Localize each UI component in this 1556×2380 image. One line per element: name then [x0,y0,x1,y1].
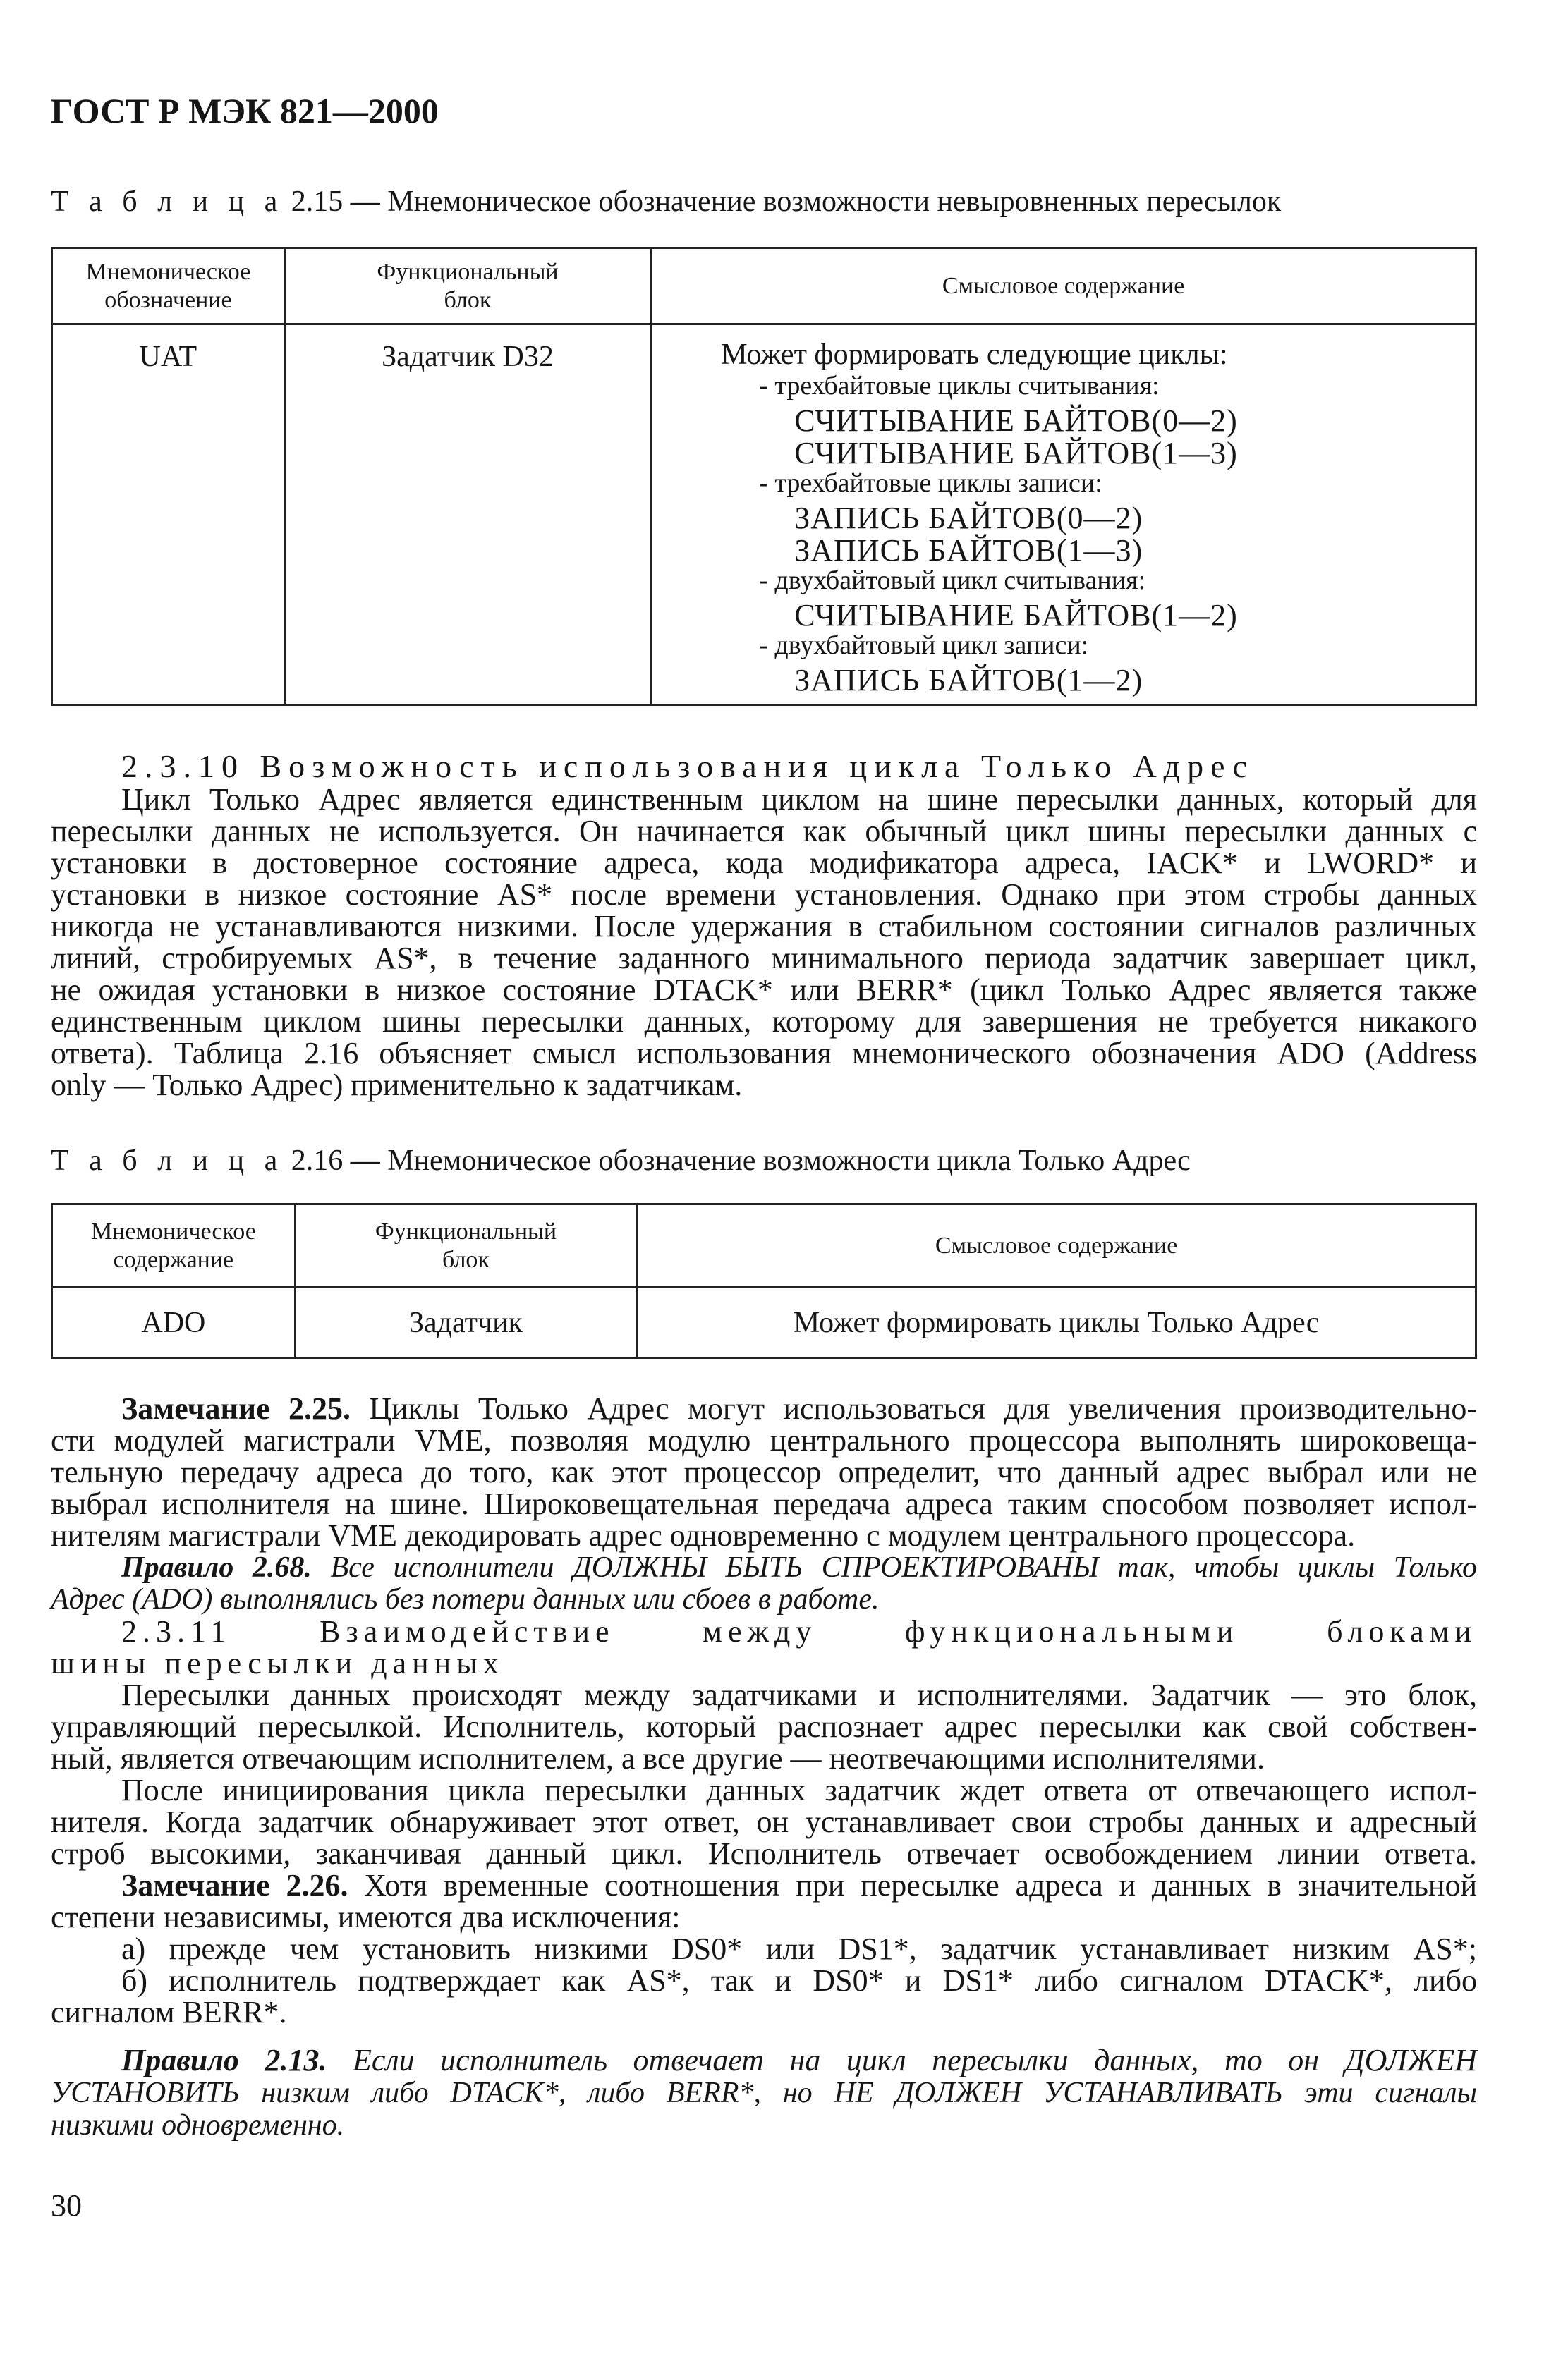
content-line: - двухбайтовый цикл записи: [759,630,1089,660]
table-15-mnemonic: UAT [52,324,285,705]
note-225-line: Замечание 2.25. Циклы Только Адрес могут использоваться для увеличения производительно- [121,1391,1477,1426]
note-226-label: Замечание 2.26. [121,1868,348,1903]
note-225-line: сти модулей магистрали VME, позволяя модулю центрального процессора выполнять широковеща- [51,1423,1477,1458]
table-16-row [52,1288,1476,1358]
table-16-block: Задатчик [295,1288,636,1358]
table-15-content [651,324,1476,705]
content-line: - двухбайтовый цикл считывания: [759,566,1146,595]
section-2310-line: пересылки данных не используется. Он начинается как обычный цикл шины пересылки данных с [51,814,1477,848]
table-16-content: Может формировать циклы Только Адрес [637,1288,1476,1358]
table-16-col1-header: Мнемоническое содержание [52,1204,296,1288]
section-2310-line: линий, стробируемых AS*, в течение заданного минимального периода задатчик завершает цикл, [51,941,1477,975]
content-line: - трехбайтовые циклы считывания: [759,371,1160,401]
table-16-mnemonic: ADO [52,1288,296,1358]
table-16-header-row [52,1204,1476,1288]
rule-213-line: Правило 2.13. Если исполнитель отвечает на цикл пересылки данных, то он ДОЛЖЕН [121,2043,1478,2077]
content-line: ЗАПИСЬ БАЙТОВ(0—2) [794,501,1143,535]
section-2310-line: установки в низкое состояние AS* после времени установления. Однако при этом стробы данных [51,877,1477,912]
section-2310-line: единственным циклом шины пересылки данных, которому для завершения не требуется никакого [51,1004,1477,1039]
table-15-col1-header: Мнемоническое обозначение [52,248,285,324]
section-2311-line: ный, является отвечающим исполнителем, а все другие — неотвечающими исполнителями. [51,1741,1265,1776]
section-2310-line: only — Только Адрес) применительно к задатчикам. [51,1068,743,1102]
document-code: ГОСТ Р МЭК 821—2000 [51,91,439,130]
content-line: СЧИТЫВАНИЕ БАЙТОВ(1—2) [794,598,1238,633]
page-number: 30 [51,2188,82,2223]
note-225-line: тельную передачу адреса до того, как этот процессор определит, что данный адрес выбрал или не [51,1455,1477,1489]
content-line: СЧИТЫВАНИЕ БАЙТОВ(0—2) [794,403,1238,438]
note-226-line: Замечание 2.26. Хотя временные соотношения при пересылке адреса и данных в значительной [121,1868,1477,1903]
table-15-row [52,324,1476,705]
note-226-item-b: б) исполнитель подтверждает как AS*, так и DS0* и DS1* либо сигналом DTACK*, либо [121,1963,1477,1998]
table-16-col3-header: Смысловое содержание [637,1204,1476,1288]
section-2311-heading: шины пересылки данных [51,1646,504,1680]
note-225-label: Замечание 2.25. [121,1391,351,1426]
note-225-line: нителям магистрали VME декодировать адрес одновременно с модулем центрального процессора. [51,1518,1356,1553]
table-15-block: Задатчик D32 [284,324,650,705]
section-2311-line: управляющий пересылкой. Исполнитель, который распознает адрес пересылки как свой собствен- [51,1709,1477,1744]
rule-213-line: низкими одновременно. [51,2109,345,2142]
table-16-caption-text: 2.16 — Мнемоническое обозначение возможности цикла Только Адрес [291,1145,1191,1177]
note-226-item-b: сигналом BERR*. [51,1995,287,2030]
table-15-col2-header: Функциональный блок [284,248,650,324]
section-2310-heading: 2.3.10 Возможность использования цикла Только Адрес [121,748,1255,784]
section-2311-line: Пересылки данных происходят между задатчиками и исполнителями. Задатчик — это блок, [121,1678,1477,1712]
table-15-caption-text: 2.15 — Мнемоническое обозначение возможности невыровненных пересылок [291,185,1282,218]
table-16 [51,1203,1477,1359]
content-line: ЗАПИСЬ БАЙТОВ(1—3) [794,533,1143,568]
content-line: Может формировать следующие циклы: [721,338,1228,371]
section-2310-line: ответа). Таблица 2.16 объясняет смысл использования мнемонического обозначения ADO (Address [51,1036,1477,1070]
section-2310-line: не ожидая установки в низкое состояние DTACK* или BERR* (цикл Только Адрес является также [51,972,1477,1007]
section-2310-line: Цикл Только Адрес является единственным циклом на шине пересылки данных, который для [121,782,1477,817]
note-225-line: выбрал исполнителя на шине. Широковещательная передача адреса таким способом позволяет испол- [51,1487,1477,1521]
table-15-caption-label: Т а б л и ц а [51,185,284,218]
table-15-col3-header: Смысловое содержание [651,248,1476,324]
section-2311-heading: 2.3.11 Взаимодействие между функциональными блоками [121,1614,1477,1649]
section-2311-line: строб высокими, заканчивая данный цикл. Исполнитель отвечает освобождением линии ответа. [51,1836,1477,1871]
table-15-caption [51,185,1281,219]
table-15 [51,247,1477,706]
section-2310-line: установки в достоверное состояние адреса, кода модификатора адреса, IACK* и LWORD* и [51,846,1477,880]
note-226-item-a: а) прежде чем установить низкими DS0* или DS1*, задатчик устанавливает низким AS*; [121,1932,1477,1966]
rule-213-line: УСТАНОВИТЬ низким либо DTACK*, либо BERR*, но НЕ ДОЛЖЕН УСТАНАВЛИВАТЬ эти сигналы [51,2077,1477,2109]
rule-213-label: Правило 2.13. [121,2043,327,2077]
table-16-col2-header: Функциональный блок [295,1204,636,1288]
rule-268-label: Правило 2.68. [121,1551,312,1584]
content-line: ЗАПИСЬ БАЙТОВ(1—2) [794,663,1143,697]
table-16-caption-label: Т а б л и ц а [51,1145,284,1177]
section-2311-line: После инициирования цикла пересылки данных задатчик ждет ответа от отвечающего испол- [121,1773,1477,1807]
section-2311-line: нителя. Когда задатчик обнаруживает этот ответ, он устанавливает свои стробы данных и адресный [51,1805,1477,1839]
table-16-caption [51,1144,1191,1178]
rule-268-line: Правило 2.68. Все исполнители ДОЛЖНЫ БЫТЬ СПРОЕКТИРОВАНЫ так, чтобы циклы Только [121,1551,1477,1584]
rule-268-line: Адрес (ADO) выполнялись без потери данных или сбоев в работе. [51,1583,880,1616]
note-226-line: степени независимы, имеются два исключения: [51,1900,681,1934]
section-2310-line: никогда не устанавливаются низкими. После удержания в стабильном состоянии сигналов различных [51,909,1477,944]
table-15-header-row [52,248,1476,324]
content-line: - трехбайтовые циклы записи: [759,468,1102,498]
content-line: СЧИТЫВАНИЕ БАЙТОВ(1—3) [794,436,1238,470]
